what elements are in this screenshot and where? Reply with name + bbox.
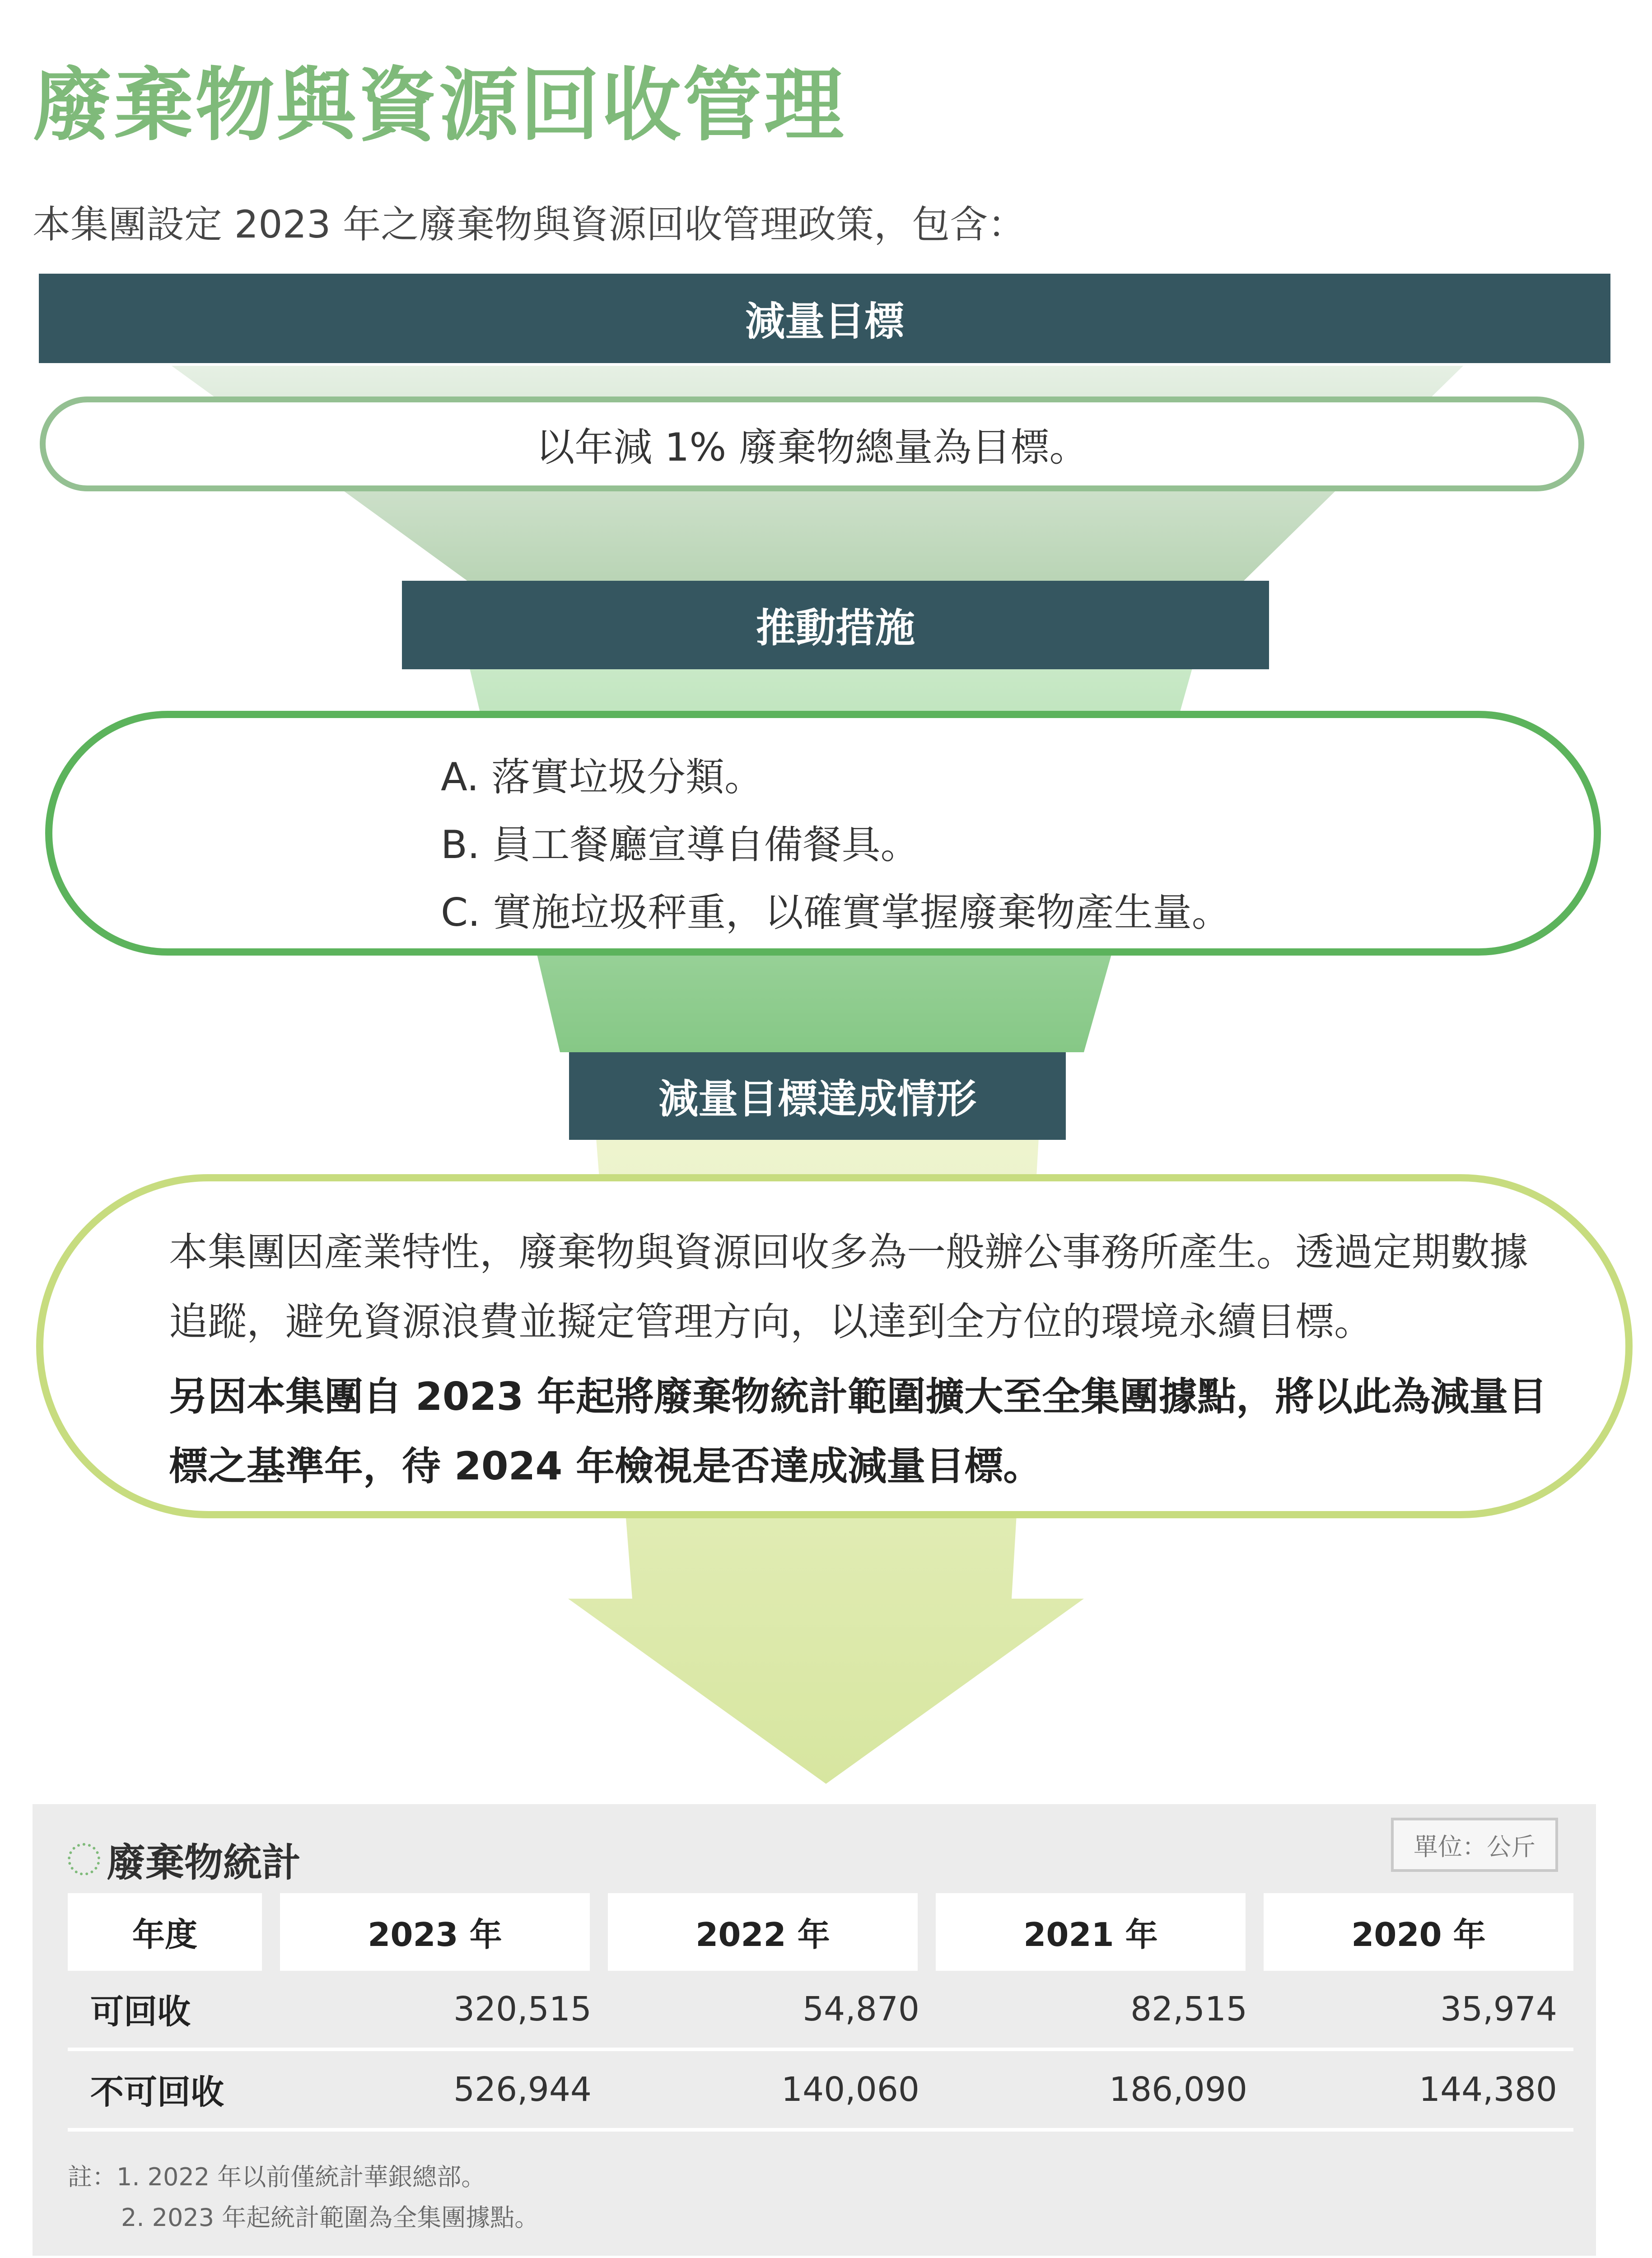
header-cell: 2020 年	[1264, 1893, 1573, 1971]
row-label: 不可回收	[68, 2051, 280, 2132]
table-cell: 186,090	[936, 2051, 1264, 2132]
table-row	[68, 2051, 1573, 2132]
status-pill	[36, 1174, 1633, 1518]
actions-list	[441, 743, 1231, 947]
unit-label: 單位：公斤	[1391, 1818, 1558, 1872]
list-item: A. 落實垃圾分類。	[441, 755, 763, 800]
dotted-circle-icon	[68, 1843, 100, 1875]
table-cell: 82,515	[936, 1971, 1264, 2051]
goal-pill: 以年減 1% 廢棄物總量為目標。	[40, 397, 1584, 491]
footnote-1: 註：1. 2022 年以前僅統計華銀總部。	[68, 2163, 486, 2191]
actions-bar: 推動措施	[402, 581, 1269, 669]
table-cell: 144,380	[1264, 2051, 1573, 2132]
stats-title	[68, 1831, 301, 1887]
table-header-row	[68, 1893, 1573, 1971]
table-cell: 35,974	[1264, 1971, 1573, 2051]
table-cell: 526,944	[280, 2051, 608, 2132]
actions-pill	[45, 711, 1601, 956]
list-item: C. 實施垃圾秤重，以確實掌握廢棄物產生量。	[441, 890, 1231, 935]
status-bar: 減量目標達成情形	[569, 1052, 1066, 1140]
header-cell: 2022 年	[608, 1893, 936, 1971]
goal-bar: 減量目標	[39, 274, 1610, 363]
status-paragraph: 本集團因產業特性，廢棄物與資源回收多為一般辦公事務所產生。透過定期數據追蹤，避免資源浪費並擬定管理方向，以達到全方位的環境永續目標。	[169, 1230, 1528, 1344]
footnote-2: 2. 2023 年起統計範圍為全集團據點。	[121, 2203, 539, 2232]
intro-text: 本集團設定 2023 年之廢棄物與資源回收管理政策，包含：	[33, 202, 1026, 247]
header-cell: 2023 年	[280, 1893, 608, 1971]
table-cell: 140,060	[608, 2051, 936, 2132]
row-label: 可回收	[68, 1971, 280, 2051]
header-cell: 年度	[68, 1893, 280, 1971]
table-cell: 54,870	[608, 1971, 936, 2051]
page-title: 廢棄物與資源回收管理	[33, 59, 846, 152]
stats-table	[68, 1893, 1573, 2132]
table-cell: 320,515	[280, 1971, 608, 2051]
header-cell: 2021 年	[936, 1893, 1264, 1971]
status-paragraph-bold: 另因本集團自 2023 年起將廢棄物統計範圍擴大至全集團據點，將以此為減量目標之基準年，待 2024 年檢視是否達成減量目標。	[169, 1374, 1547, 1489]
table-row	[68, 1971, 1573, 2051]
stats-title-text: 廢棄物統計	[107, 1840, 301, 1885]
list-item: B. 員工餐廳宣導自備餐具。	[441, 822, 919, 868]
